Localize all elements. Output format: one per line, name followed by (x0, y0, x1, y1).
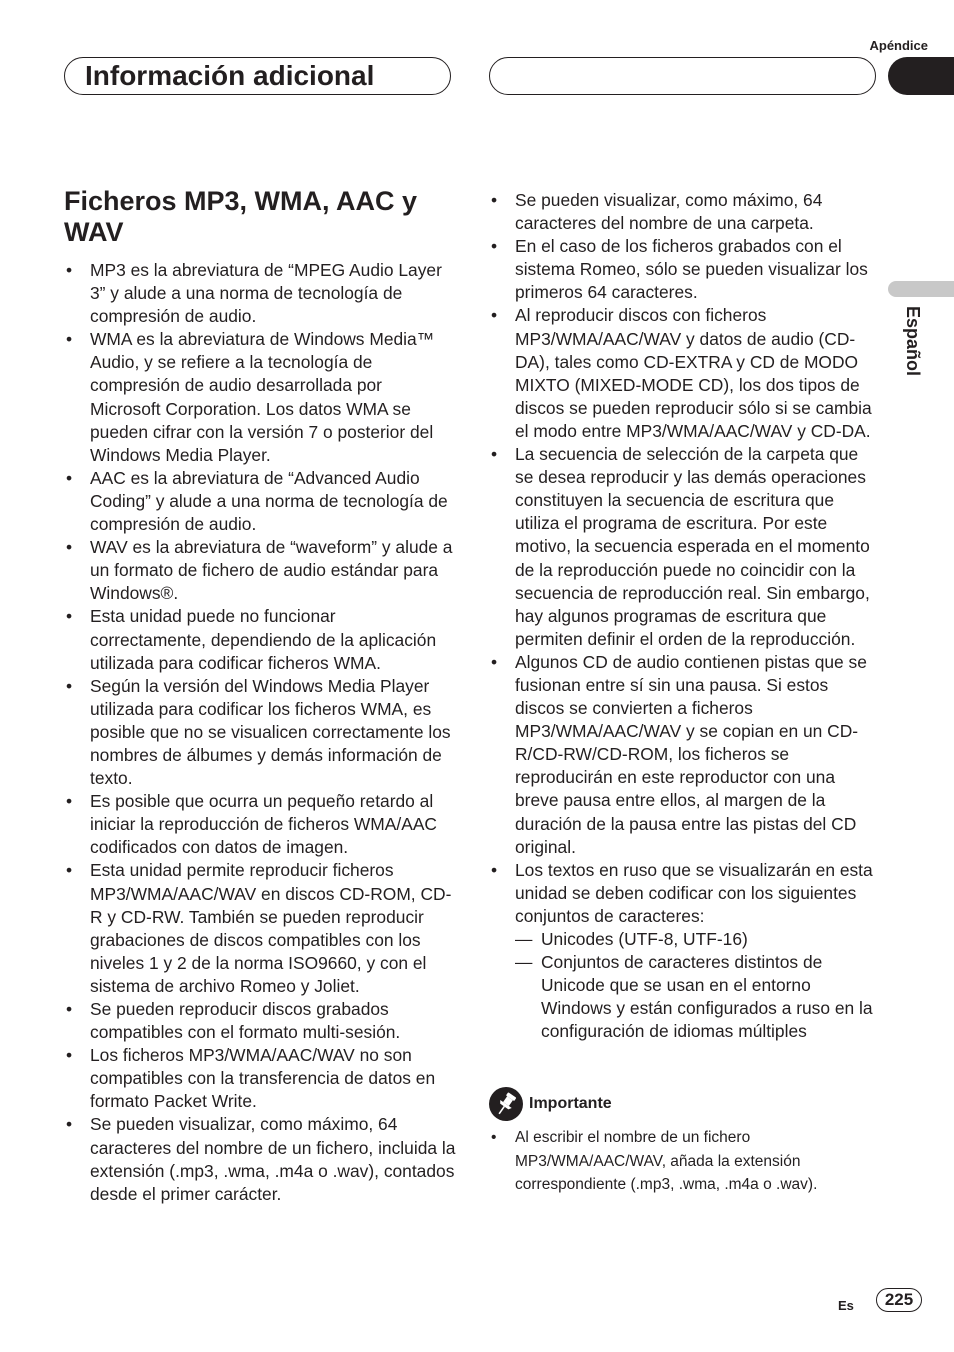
footer-language-code: Es (838, 1298, 854, 1313)
list-item: • Se pueden reproducir discos grabados compatibles con el formato multi-sesión. (64, 998, 456, 1044)
language-tab-marker (888, 281, 954, 297)
charset-sublist (489, 928, 881, 1043)
list-item: • Al reproducir discos con ficheros MP3/WMA/AAC/WAV y datos de audio (CD-DA), tales como CD-EXTRA y CD de MODO MIXTO (MIXED-MODE CD), los dos tipos de discos se pueden reproducir sólo si se cambia el modo entre MP3/WMA/AAC/WAV y CD-DA. (489, 304, 881, 443)
charset-item: — Conjuntos de caracteres distintos de Unicode que se usan en el entorno Windows y están configurados a ruso en la configuración de idiomas múltiples (515, 951, 881, 1043)
list-item: • Esta unidad permite reproducir ficheros MP3/WMA/AAC/WAV en discos CD-ROM, CD-R y CD-RW. También se pueden reproducir grabaciones de discos compatibles con los niveles 1 y 2 de la norma ISO9660, y con el sistema de archivo Romeo y Joliet. (64, 859, 456, 998)
important-title: Importante (529, 1095, 612, 1112)
list-item: • MP3 es la abreviatura de “MPEG Audio Layer 3” y alude a una norma de tecnología de compresión de audio. (64, 259, 456, 328)
important-list (489, 1126, 869, 1197)
chapter-tab-marker (888, 57, 954, 95)
charset-item: — Unicodes (UTF-8, UTF-16) (515, 928, 881, 951)
list-item: • Según la versión del Windows Media Player utilizada para codificar los ficheros WMA, es posible que no se visualicen correctamente los nombres de álbumes y demás información de texto. (64, 675, 456, 790)
list-item: • AAC es la abreviatura de “Advanced Audio Coding” y alude a una norma de tecnología de compresión de audio. (64, 467, 456, 536)
list-item: • Los ficheros MP3/WMA/AAC/WAV no son compatibles con la transferencia de datos en formato Packet Write. (64, 1044, 456, 1113)
page-heading: Ficheros MP3, WMA, AAC y WAV (64, 186, 418, 247)
list-item: • Los textos en ruso que se visualizarán en esta unidad se deben codificar con los siguientes conjuntos de caracteres: (489, 859, 881, 928)
list-item: • Se pueden visualizar, como máximo, 64 caracteres del nombre de una carpeta. (489, 189, 881, 235)
header-empty-pill (489, 57, 876, 95)
important-item: • Al escribir el nombre de un fichero MP3/WMA/AAC/WAV, añada la extensión correspondiente (.mp3, .wma, .m4a o .wav). (489, 1126, 869, 1197)
list-item: • Esta unidad puede no funcionar correctamente, dependiendo de la aplicación utilizada para codificar ficheros WMA. (64, 605, 456, 674)
section-title: Información adicional (85, 60, 375, 91)
list-item: • WAV es la abreviatura de “waveform” y alude a un formato de fichero de audio estándar para Windows®. (64, 536, 456, 605)
list-item: • La secuencia de selección de la carpeta que se desea reproducir y las demás operaciones constituyen la secuencia de escritura que utiliza el programa de escritura. Por este motivo, la secuencia esperada en el momento de la reproducción puede no coincidir con la secuencia de reproducción real. Sin embargo, hay algunos programas de escritura que permiten definir el orden de la reproducción. (489, 443, 881, 651)
section-title-pill (64, 57, 451, 95)
list-item: • Algunos CD de audio contienen pistas que se fusionan entre sí sin una pausa. Si estos discos se convierten a ficheros MP3/WMA/AAC/WAV y se copian en un CD-R/CD-RW/CD-ROM, los ficheros se reproducirán en este reproductor con una breve pausa entre ellos, al margen de la duración de la pausa entre las pistas del CD original. (489, 651, 881, 859)
page-number: 225 (876, 1288, 922, 1312)
list-item: • Es posible que ocurra un pequeño retardo al iniciar la reproducción de ficheros WMA/AAC codificados con datos de imagen. (64, 790, 456, 859)
pushpin-icon (489, 1087, 523, 1121)
list-item: • En el caso de los ficheros grabados con el sistema Romeo, sólo se pueden visualizar los primeros 64 caracteres. (489, 235, 881, 304)
appendix-label: Apéndice (869, 38, 928, 53)
left-column (64, 259, 456, 1206)
right-column (489, 189, 881, 1043)
language-label: Español (903, 306, 923, 377)
list-item: • WMA es la abreviatura de Windows Media™ Audio, y se refiere a la tecnología de compresión de audio desarrollada por Microsoft Corporation. Los datos WMA se pueden cifrar con la versión 7 o posterior del Windows Media Player. (64, 328, 456, 467)
list-item: • Se pueden visualizar, como máximo, 64 caracteres del nombre de un fichero, incluida la extensión (.mp3, .wma, .m4a o .wav), contados desde el primer carácter. (64, 1113, 456, 1205)
important-header (489, 1087, 789, 1123)
